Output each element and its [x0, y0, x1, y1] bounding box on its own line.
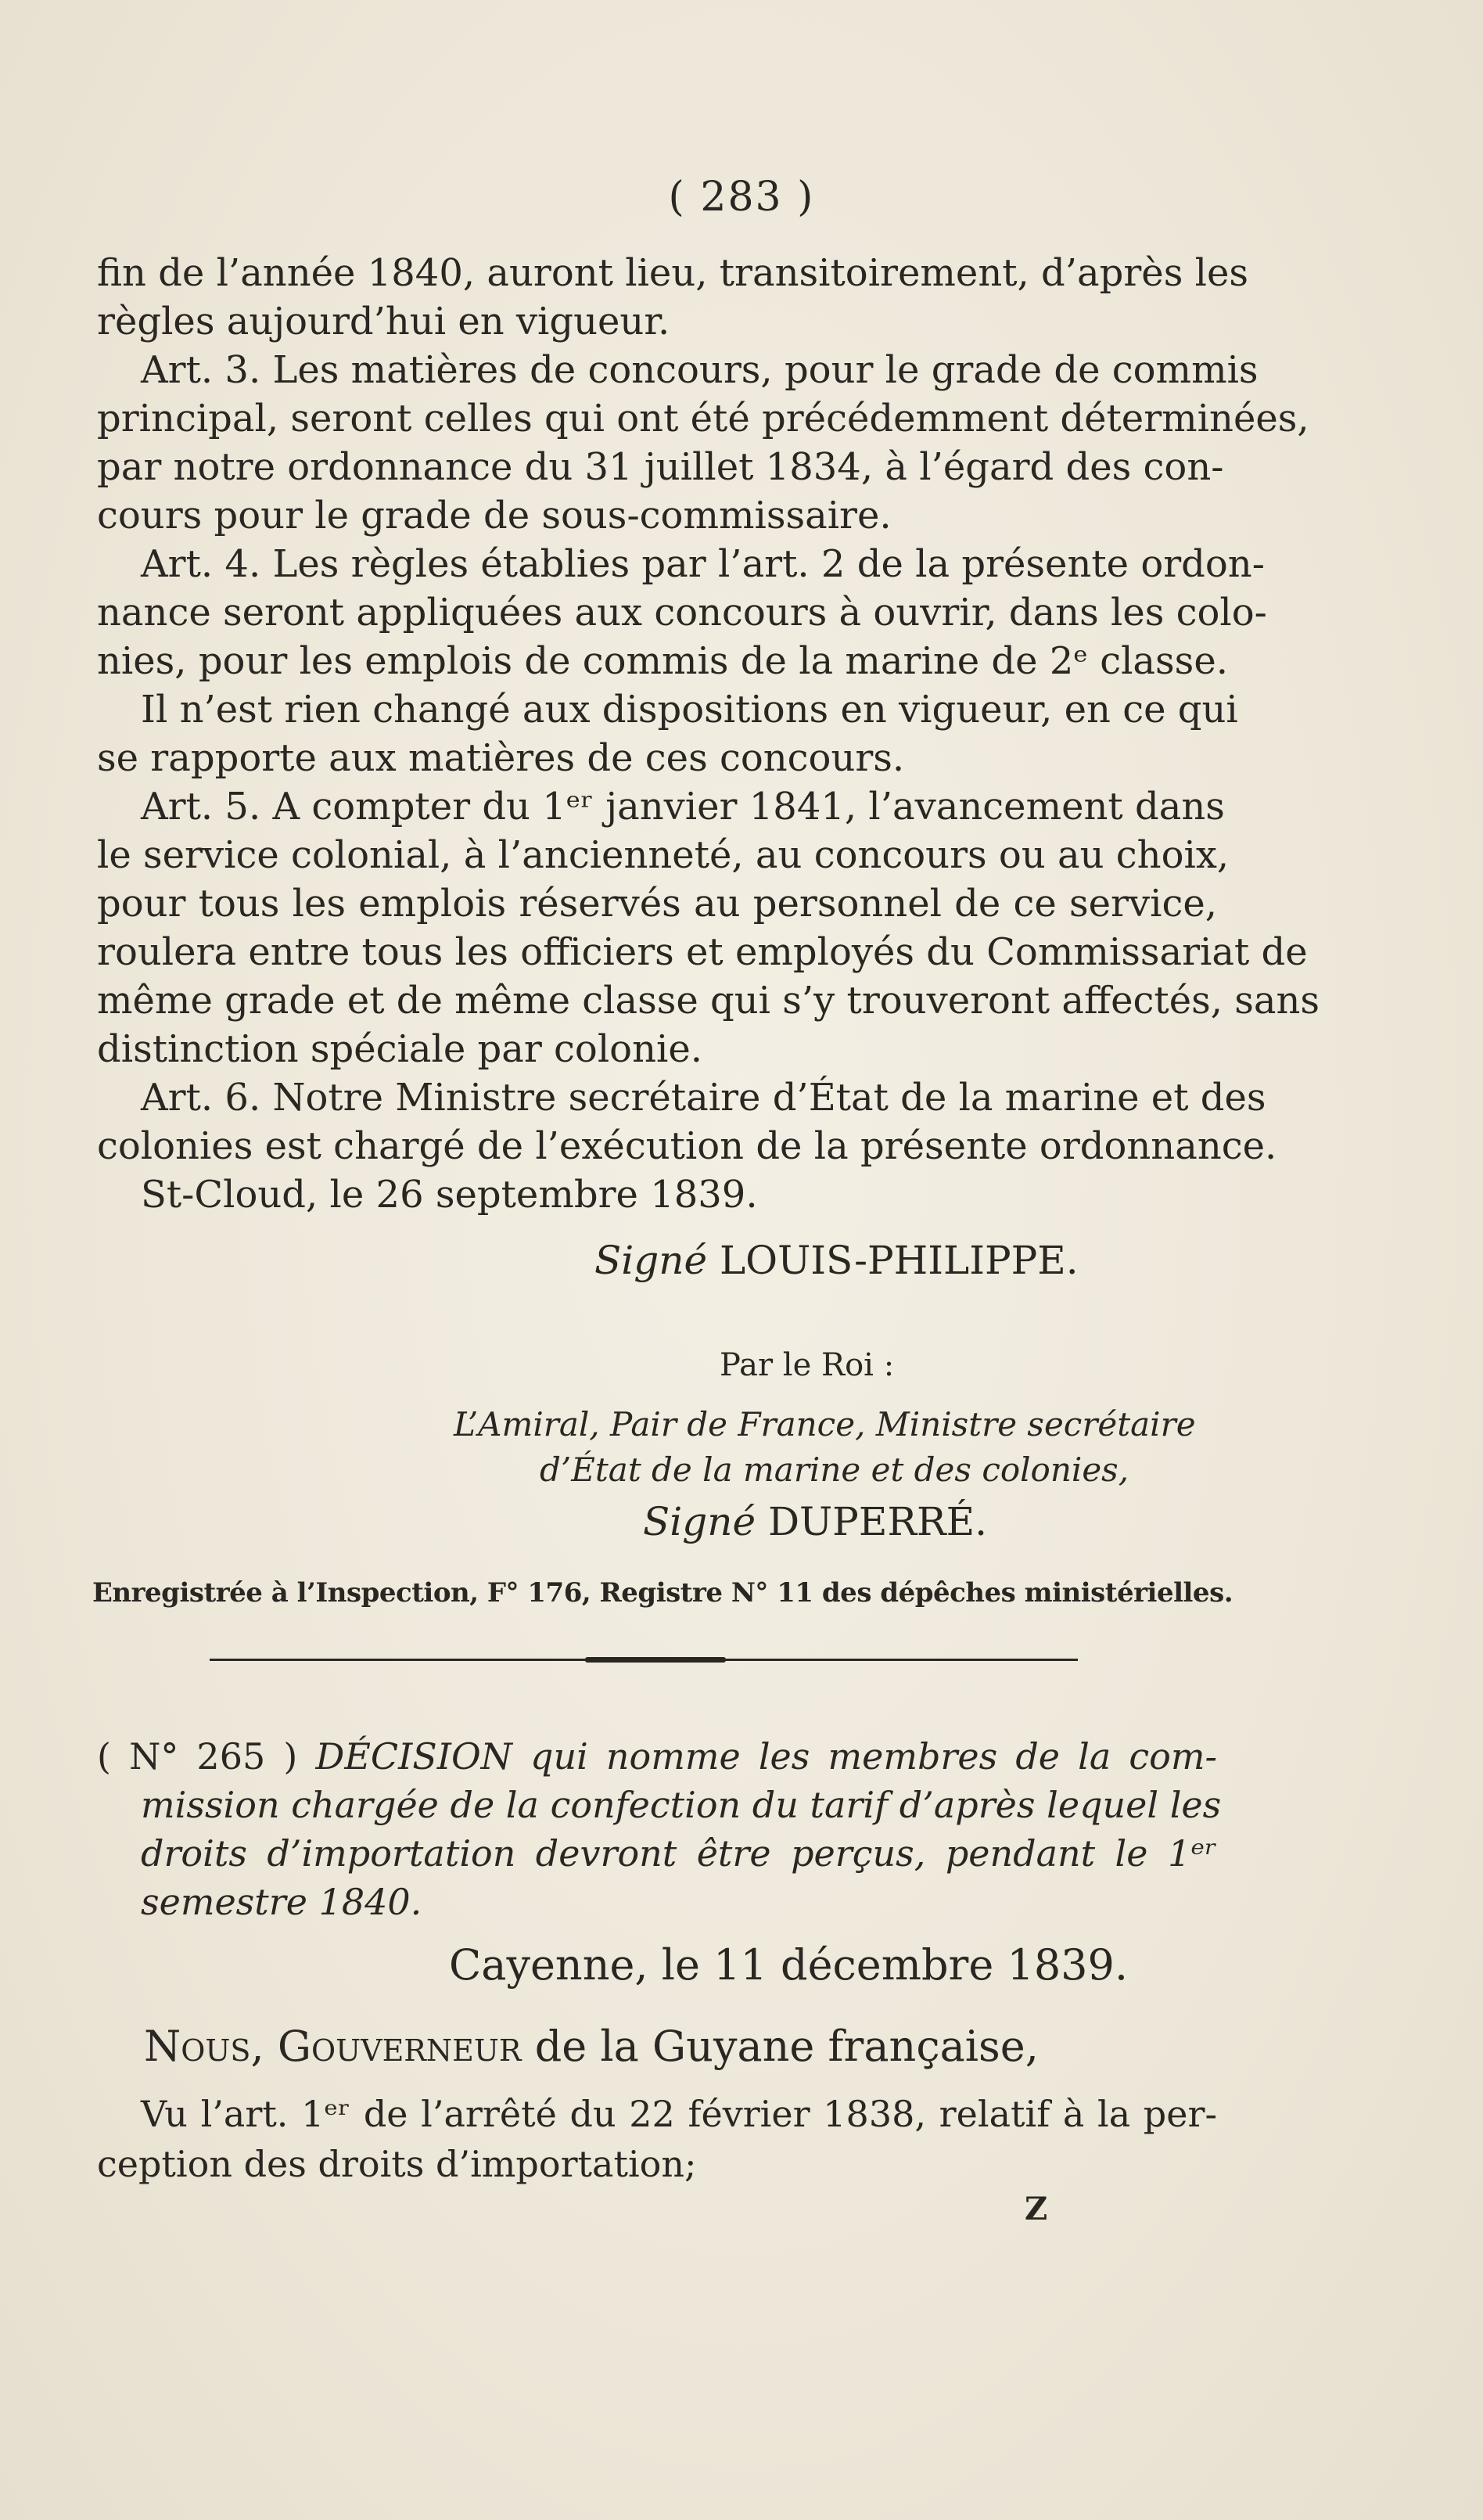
- signe-label: Signé: [594, 1238, 708, 1283]
- signature-minister: [643, 1499, 987, 1544]
- body-line: le service colonial, à l’ancienneté, au concours ou au choix,: [97, 833, 1230, 877]
- body-line: fin de l’année 1840, auront lieu, transitoirement, d’après les: [97, 251, 1248, 295]
- considerant-block: [97, 2089, 1217, 2189]
- decision-line-4: semestre 1840.: [141, 1881, 422, 1923]
- decision-line-3: droits d’importation devront être perçus, pendant le 1ᵉʳ: [141, 1832, 1217, 1875]
- governor-rest: de la Guyane française,: [534, 2022, 1039, 2071]
- body-line: règles aujourd’hui en vigueur.: [97, 300, 670, 343]
- decision-number: ( N° 265 ): [97, 1735, 298, 1778]
- body-line: distinction spéciale par colonie.: [97, 1027, 702, 1071]
- body-line: Il n’est rien changé aux dispositions en vigueur, en ce qui: [141, 688, 1238, 732]
- decision-line-1: [97, 1732, 1217, 1781]
- king-name: LOUIS-PHILIPPE.: [719, 1238, 1079, 1283]
- section-divider: [210, 1659, 1078, 1661]
- governor-preamble: Nous, Gouverneur de la Guyane française,: [144, 2022, 1039, 2071]
- body-line: colonies est chargé de l’exécution de la présente ordonnance.: [97, 1124, 1277, 1168]
- body-line: principal, seront celles qui ont été précédemment déterminées,: [97, 397, 1309, 440]
- body-line: Art. 3. Les matières de concours, pour le grade de commis: [141, 348, 1259, 392]
- body-line: nies, pour les emplois de commis de la marine de 2ᵉ classe.: [97, 639, 1228, 683]
- place-date: Cayenne, le 11 décembre 1839.: [448, 1940, 1129, 1990]
- body-line: se rapporte aux matières de ces concours.: [97, 736, 905, 780]
- body-line: nance seront appliquées aux concours à ouvrir, dans les colo-: [97, 591, 1267, 634]
- body-line: par notre ordonnance du 31 juillet 1834, à l’égard des con-: [97, 445, 1224, 489]
- nous-word: Nous: [144, 2022, 251, 2071]
- decision-line-2: mission chargée de la confection du tarif d’après lequel les: [141, 1784, 1222, 1826]
- body-line: même grade et de même classe qui s’y trouveront affectés, sans: [97, 979, 1320, 1023]
- page-number: ( 283 ): [668, 174, 815, 221]
- body-line: cours pour le grade de sous-commissaire.: [97, 494, 892, 537]
- signature-king: [594, 1238, 1079, 1283]
- body-line: Art. 6. Notre Ministre secrétaire d’État de la marine et des: [141, 1076, 1266, 1120]
- registration-note: Enregistrée à l’Inspection, F° 176, Registre N° 11 des dépêches ministérielles.: [92, 1577, 1233, 1609]
- minister-title-line1: L’Amiral, Pair de France, Ministre secrétaire: [454, 1405, 1196, 1443]
- body-line: pour tous les emplois réservés au personnel de ce service,: [97, 882, 1217, 926]
- printer-signature-mark: Z: [1025, 2191, 1048, 2227]
- body-line: Art. 4. Les règles établies par l’art. 2 de la présente ordon-: [141, 542, 1265, 586]
- par-le-roi: Par le Roi :: [720, 1347, 895, 1383]
- decision-title-start: DÉCISION qui nomme les membres de la com-: [315, 1735, 1218, 1778]
- decision-heading: [97, 1732, 1222, 1926]
- gouverneur-word: Gouverneur: [277, 2022, 522, 2071]
- ordinance-body: [97, 249, 1320, 1219]
- vu-line-2: ception des droits d’importation;: [97, 2143, 697, 2185]
- minister-title-line2: d’État de la marine et des colonies,: [540, 1451, 1129, 1489]
- signe-label-2: Signé: [643, 1499, 756, 1544]
- minister-name: DUPERRÉ.: [767, 1499, 988, 1544]
- body-line: St-Cloud, le 26 septembre 1839.: [141, 1173, 758, 1217]
- vu-line-1: Vu l’art. 1ᵉʳ de l’arrêté du 22 février 1838, relatif à la per-: [141, 2093, 1217, 2135]
- body-line: roulera entre tous les officiers et employés du Commissariat de: [97, 930, 1308, 974]
- body-line: Art. 5. A compter du 1ᵉʳ janvier 1841, l’avancement dans: [141, 785, 1225, 829]
